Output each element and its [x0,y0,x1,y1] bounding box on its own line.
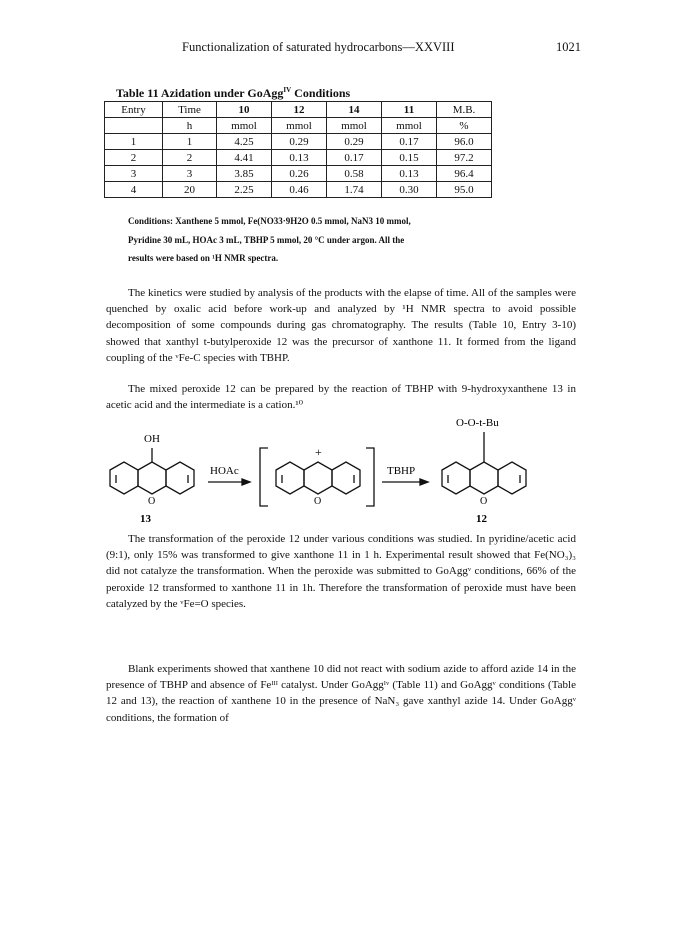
table-title-sup: IV [283,86,292,94]
paragraph-transformation: The transformation of the peroxide 12 under various conditions was studied. In pyridine/acetic acid (9:1), only 15% was transformed to give xanthone 11 in 1 h. Experimental result showed that Fe(NO₃)₃ did not catalyze the transformation. When the peroxide was submitted to GoAggᵛ conditions, 66% of the peroxide 12 transformed to xanthone 11 in 1h. Therefore the transformation of peroxide must have been catalyzed by the ᵛFe=O species. [106,533,576,610]
col-header: 12 [272,102,327,118]
col-header: 11 [382,102,437,118]
azidation-table [104,101,492,198]
col-header: Time [163,102,217,118]
cell: 4 [105,182,163,198]
col-unit: h [163,118,217,134]
paragraph-mixed-peroxide: The mixed peroxide 12 can be prepared by the reaction of TBHP with 9-hydroxyxanthene 13 in acetic acid and the intermediate is a cation.¹⁰ [106,383,576,412]
table-unit-row [105,118,492,134]
cell: 0.17 [327,150,382,166]
page-number: 1021 [556,40,581,54]
col-header: M.B. [437,102,492,118]
cell: 2.25 [217,182,272,198]
ring [498,462,526,494]
cell: 0.29 [327,134,382,150]
cell: 1 [163,134,217,150]
table-conditions-line-3: results were based on ¹H NMR spectra. [128,253,279,263]
cell: 1.74 [327,182,382,198]
cell: 0.46 [272,182,327,198]
ring [332,462,360,494]
ring-oxygen-right: O [480,496,488,507]
ring [138,462,166,494]
cell: 0.15 [382,150,437,166]
col-header: Entry [105,102,163,118]
cell: 97.2 [437,150,492,166]
cell: 0.26 [272,166,327,182]
cell: 2 [163,150,217,166]
cell: 4.25 [217,134,272,150]
cell: 2 [105,150,163,166]
col-unit [105,118,163,134]
ring [304,462,332,494]
ring [166,462,194,494]
cell: 20 [163,182,217,198]
cell: 3 [163,166,217,182]
ring [110,462,138,494]
paragraph-kinetics: The kinetics were studied by analysis of the products with the elapse of time. All of the samples were quenched by oxalic acid before work-up and analyzed by ¹H NMR spectra to avoid possible decomposition of some compounds during gas chromatography. The results (Table 10, Entry 3-10) showed that xanthyl t-butylperoxide 12 was the precursor of xanthone 11. It formed from the ligand coupling of the ᵛFe-C species with TBHP. [106,287,576,364]
ring-oxygen-left: O [148,496,156,507]
table-row [105,134,492,150]
cell: 0.13 [382,166,437,182]
cell: 0.13 [272,150,327,166]
col-unit: mmol [327,118,382,134]
plus-charge: + [315,445,322,459]
cell: 4.41 [217,150,272,166]
cell: 0.58 [327,166,382,182]
cell: 3.85 [217,166,272,182]
table-header-row [105,102,492,118]
cell: 0.30 [382,182,437,198]
paragraph-blank-experiments: Blank experiments showed that xanthene 10 did not react with sodium azide to afford azide 14 in the presence of TBHP and absence of Feᴵᴵᴵ catalyst. Under GoAggᴵᵛ (Table 11) and GoAggᵛ conditions (Table 12 and 13), the reaction of xanthene 10 in the presence of NaN₃ gave xanthyl azide 14. Under GoAggᵛ conditions, the formation of [106,663,576,724]
col-unit: % [437,118,492,134]
col-header: 14 [327,102,382,118]
reagent-hoac: HOAc [210,465,239,477]
reagent-tbhp: TBHP [387,465,416,477]
cell: 0.17 [382,134,437,150]
col-unit: mmol [272,118,327,134]
ring [470,462,498,494]
ring-oxygen-middle: O [314,496,322,507]
compound-label-13: 13 [140,513,151,525]
oh-label: OH [144,433,160,445]
table-row [105,166,492,182]
running-header: Functionalization of saturated hydrocarbons—XXVIII [182,40,455,54]
reaction-scheme [100,410,580,530]
cell: 3 [105,166,163,182]
cell: 1 [105,134,163,150]
ring [442,462,470,494]
table-title-tail: Conditions [291,86,351,100]
table-row [105,150,492,166]
cell: 96.0 [437,134,492,150]
compound-label-12: 12 [476,513,487,525]
cell: 95.0 [437,182,492,198]
table-conditions-line-1: Conditions: Xanthene 5 mmol, Fe(NO33·9H2O 0.5 mmol, NaN3 10 mmol, [128,216,411,226]
table-title [116,86,350,101]
cell: 0.29 [272,134,327,150]
table-row [105,182,492,198]
col-header: 10 [217,102,272,118]
col-unit: mmol [382,118,437,134]
cell: 96.4 [437,166,492,182]
table-title-main: Table 11 Azidation under GoAgg [116,86,284,100]
table-conditions-line-2: Pyridine 30 mL, HOAc 3 mL, TBHP 5 mmol, 20 °C under argon. All the [128,235,405,245]
ring [276,462,304,494]
col-unit: mmol [217,118,272,134]
ooh-label: O-O-t-Bu [456,417,499,429]
